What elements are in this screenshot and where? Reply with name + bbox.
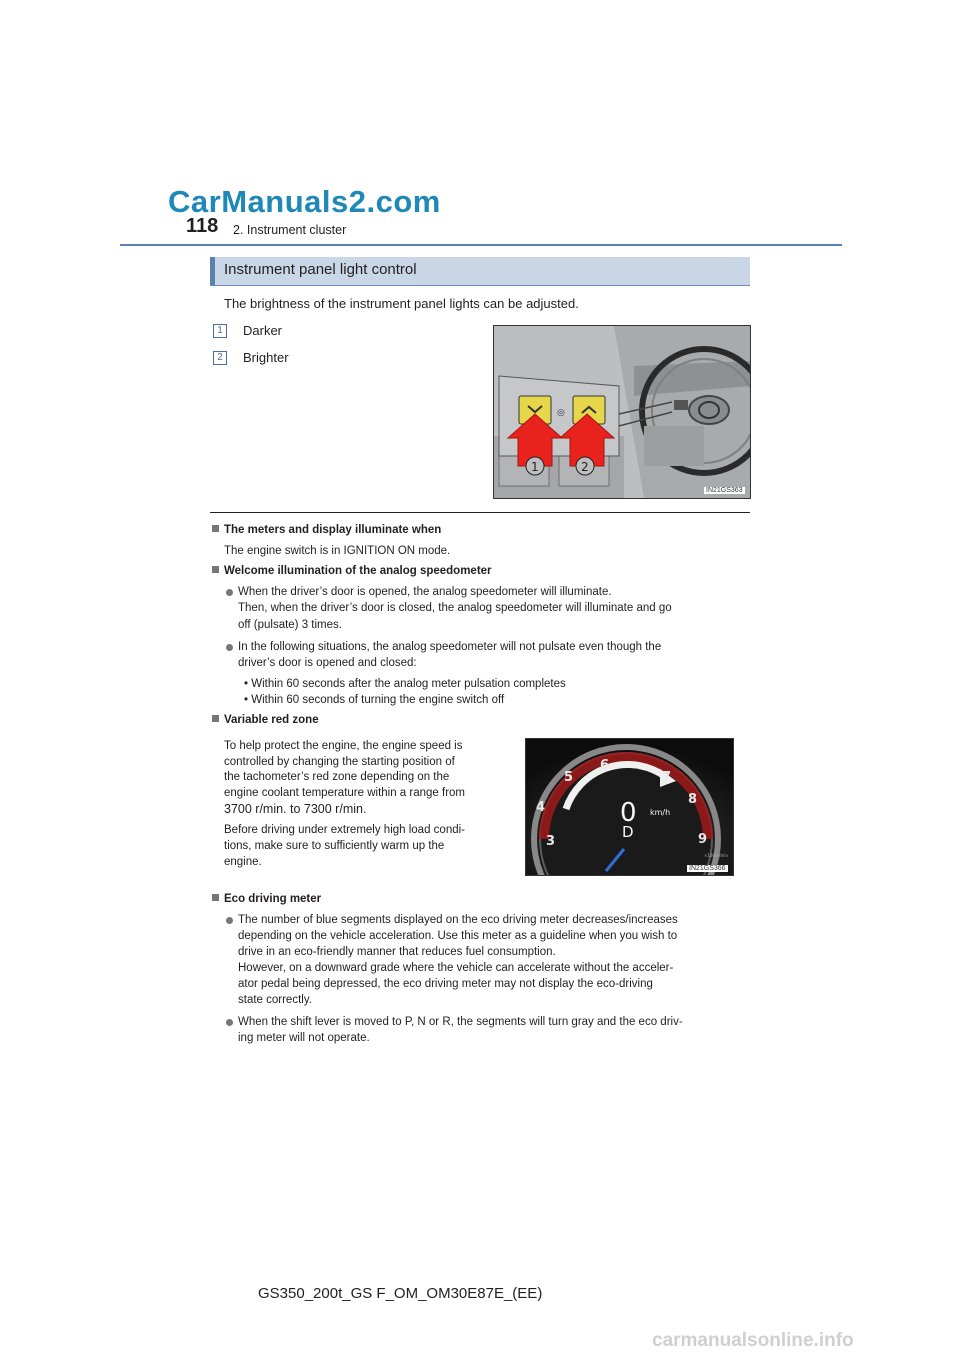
- red-zone-p1-line-3: the tachometer’s red zone depending on the: [224, 771, 450, 783]
- dashboard-drawing: [494, 326, 750, 498]
- welcome-bullet-1-line-3: off (pulsate) 3 times.: [238, 619, 342, 631]
- bullet-dot: [226, 589, 233, 596]
- watermark-bottom: carmanualsonline.info: [652, 1330, 854, 1351]
- note-heading-welcome: Welcome illumination of the analog speedometer: [212, 565, 492, 577]
- red-zone-p2-line-2: tions, make sure to sufficiently warm up the: [224, 840, 445, 852]
- note-text-meters: The engine switch is in IGNITION ON mode.: [224, 545, 451, 557]
- eco-bullet-2-line-2: ing meter will not operate.: [238, 1032, 370, 1044]
- section-heading-bar: [210, 257, 750, 286]
- red-zone-p1-line-2: controlled by changing the starting position of: [224, 756, 455, 768]
- figure-code-1: IN21GS363: [706, 487, 743, 494]
- eco-bullet-1-line-1: The number of blue segments displayed on the eco driving meter decreases/increases: [238, 914, 678, 926]
- eco-bullet-1-line-6: state correctly.: [238, 994, 312, 1006]
- gauge-number-3: 3: [546, 834, 556, 849]
- eco-bullet-1-line-2: depending on the vehicle acceleration. Use this meter as a guideline when you wish to: [238, 930, 678, 942]
- switch-illustration: [493, 325, 751, 499]
- section-title: Instrument panel light control: [224, 261, 417, 278]
- eco-bullet-1-line-4: However, on a downward grade where the vehicle can accelerate without the acceler-: [238, 962, 674, 974]
- welcome-bullet-2-line-2: driver’s door is opened and closed:: [238, 657, 417, 669]
- tachometer-illustration: [525, 738, 734, 876]
- welcome-bullet-1-line-1: When the driver’s door is opened, the analog speedometer will illuminate.: [238, 586, 612, 598]
- section-accent: [210, 257, 215, 285]
- chapter-title: 2. Instrument cluster: [233, 223, 347, 237]
- welcome-bullet-1-line-2: Then, when the driver’s door is closed, the analog speedometer will illuminate and go: [238, 602, 672, 614]
- eco-bullet-1-line-5: ator pedal being depressed, the eco driving meter may not display the eco-driving: [238, 978, 653, 990]
- speed-unit: km/h: [650, 808, 671, 817]
- note-heading-red-zone: Variable red zone: [212, 714, 319, 726]
- bullet-dot: [226, 917, 233, 924]
- welcome-sub-2: • Within 60 seconds of turning the engine switch off: [244, 694, 505, 706]
- gauge-number-5: 5: [564, 770, 574, 785]
- notes-divider: [210, 512, 750, 513]
- svg-text:◎: ◎: [557, 408, 565, 418]
- section-intro: The brightness of the instrument panel lights can be adjusted.: [224, 296, 579, 311]
- red-zone-p1-line-5: 3700 r/min. to 7300 r/min.: [224, 802, 367, 816]
- red-zone-p2-line-3: engine.: [224, 856, 262, 868]
- red-zone-p2-line-1: Before driving under extremely high load condi-: [224, 824, 465, 836]
- figure-code-2: IN21GS366: [689, 865, 726, 872]
- item-number-2: 2: [213, 351, 227, 365]
- gauge-number-7: 7: [662, 770, 672, 785]
- eco-bullet-2-line-1: When the shift lever is moved to P, N or R, the segments will turn gray and the eco driv-: [238, 1016, 683, 1028]
- callout-2: 2: [581, 460, 589, 474]
- item-label-darker: Darker: [243, 323, 283, 338]
- document-code-footer: GS350_200t_GS F_OM_OM30E87E_(EE): [258, 1285, 543, 1302]
- gauge-number-9: 9: [698, 832, 708, 847]
- speed-value: 0: [620, 798, 637, 828]
- rpm-unit: ×1000r/min: [704, 853, 729, 858]
- welcome-bullet-2-line-1: In the following situations, the analog speedometer will not pulsate even though the: [238, 641, 662, 653]
- red-zone-p1-line-4: engine coolant temperature within a range from: [224, 787, 466, 799]
- watermark-logo: CarManuals2.com: [168, 184, 441, 219]
- eco-bullet-1-line-3: drive in an eco-friendly manner that reduces fuel consumption.: [238, 946, 556, 958]
- item-label-brighter: Brighter: [243, 350, 289, 365]
- bullet-dot: [226, 1019, 233, 1026]
- note-heading-meters: The meters and display illuminate when: [212, 524, 441, 536]
- page-number: 118: [186, 215, 219, 237]
- gauge-number-6: 6: [600, 758, 610, 773]
- red-zone-p1-line-1: To help protect the engine, the engine speed is: [224, 740, 463, 752]
- gauge-drawing: [526, 739, 733, 875]
- gear-indicator: D: [622, 823, 634, 841]
- note-heading-eco: Eco driving meter: [212, 893, 321, 905]
- welcome-sub-1: • Within 60 seconds after the analog meter pulsation completes: [244, 678, 566, 690]
- gauge-number-8: 8: [688, 792, 698, 807]
- gauge-number-4: 4: [536, 800, 546, 815]
- header-divider: [120, 244, 842, 246]
- item-number-1: 1: [213, 324, 227, 338]
- bullet-dot: [226, 644, 233, 651]
- callout-1: 1: [531, 460, 539, 474]
